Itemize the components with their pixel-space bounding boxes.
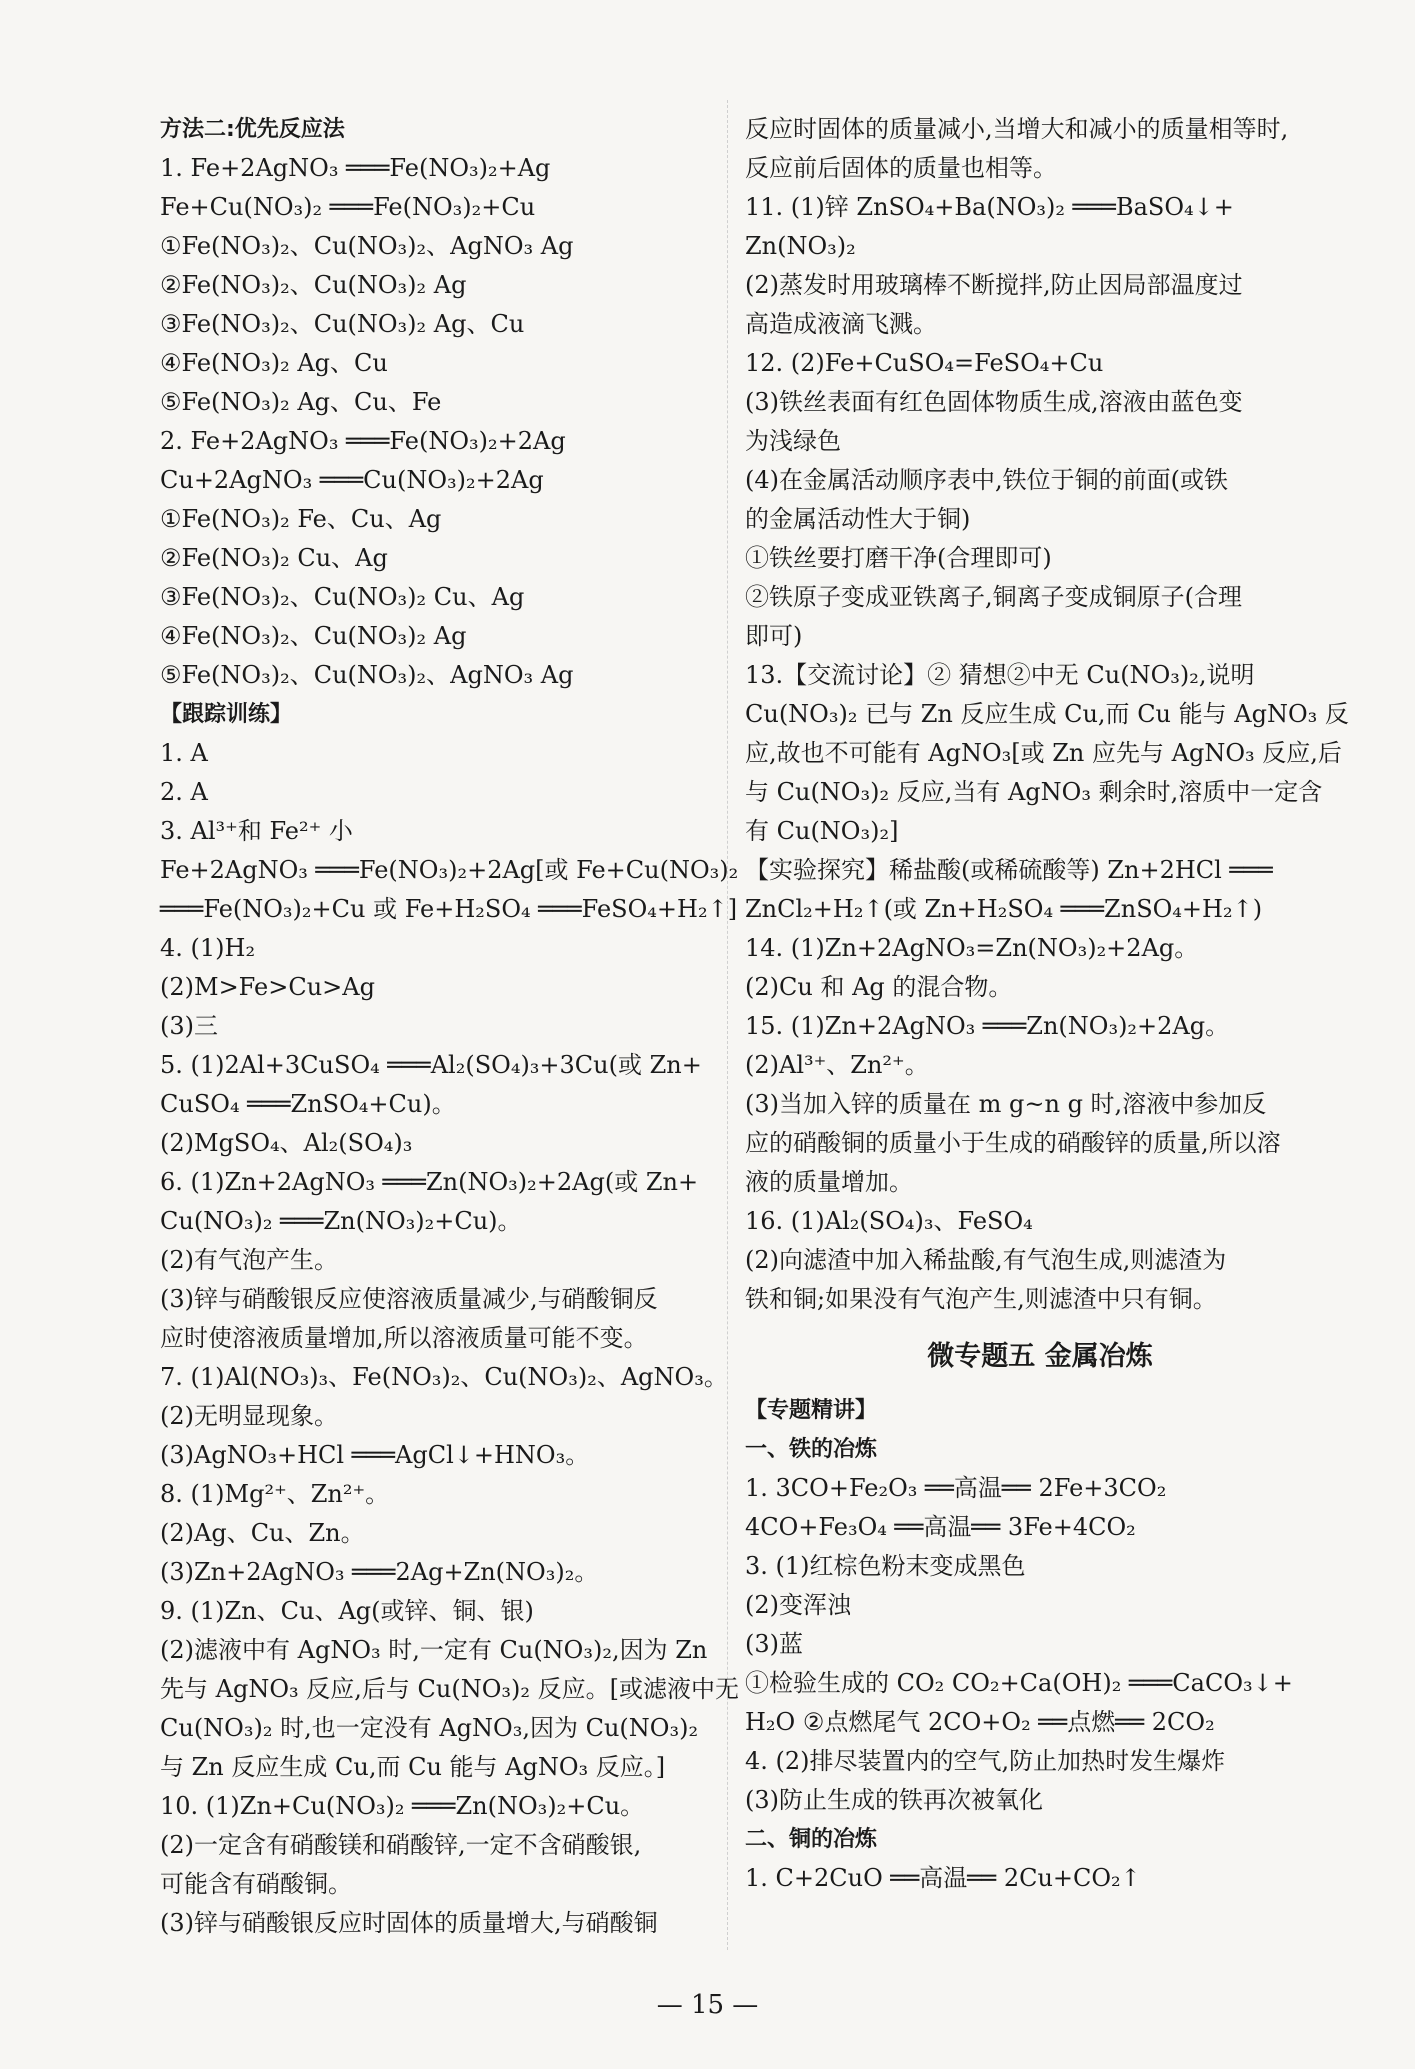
- text-line: H₂O ②点燃尾气 2CO+O₂ ══点燃══ 2CO₂: [745, 1708, 1215, 1736]
- text-line: (2)有气泡产生。: [160, 1246, 338, 1274]
- text-line: ═══Fe(NO₃)₂+Cu 或 Fe+H₂SO₄ ═══FeSO₄+H₂↑]: [160, 895, 738, 923]
- text-line: ③Fe(NO₃)₂、Cu(NO₃)₂ Cu、Ag: [160, 583, 525, 611]
- text-line: 2. Fe+2AgNO₃ ═══Fe(NO₃)₂+2Ag: [160, 427, 566, 455]
- text-line: (3)锌与硝酸银反应时固体的质量增大,与硝酸铜: [160, 1909, 658, 1937]
- text-line: ②铁原子变成亚铁离子,铜离子变成铜原子(合理: [745, 583, 1242, 611]
- text-line: (3)三: [160, 1012, 218, 1040]
- text-line: 5. (1)2Al+3CuSO₄ ═══Al₂(SO₄)₃+3Cu(或 Zn+: [160, 1051, 702, 1079]
- text-line: 可能含有硝酸铜。: [160, 1870, 352, 1898]
- text-line: 铁和铜;如果没有气泡产生,则滤渣中只有铜。: [745, 1285, 1217, 1313]
- text-line: 2. A: [160, 778, 208, 806]
- text-line: ①Fe(NO₃)₂、Cu(NO₃)₂、AgNO₃ Ag: [160, 232, 574, 260]
- text-line: 应时使溶液质量增加,所以溶液质量可能不变。: [160, 1324, 648, 1352]
- text-line: 9. (1)Zn、Cu、Ag(或锌、铜、银): [160, 1597, 534, 1625]
- text-line: ①检验生成的 CO₂ CO₂+Ca(OH)₂ ═══CaCO₃↓+: [745, 1669, 1293, 1697]
- text-line: (2)MgSO₄、Al₂(SO₄)₃: [160, 1129, 413, 1157]
- text-line: (2)一定含有硝酸镁和硝酸锌,一定不含硝酸银,: [160, 1831, 642, 1859]
- text-line: 高造成液滴飞溅。: [745, 310, 937, 338]
- text-line: ⑤Fe(NO₃)₂ Ag、Cu、Fe: [160, 388, 442, 416]
- text-line: ②Fe(NO₃)₂、Cu(NO₃)₂ Ag: [160, 271, 467, 299]
- text-line: 先与 AgNO₃ 反应,后与 Cu(NO₃)₂ 反应。[或滤液中无: [160, 1675, 739, 1703]
- text-line: 13.【交流讨论】② 猜想②中无 Cu(NO₃)₂,说明: [745, 661, 1255, 689]
- text-line: (3)锌与硝酸银反应使溶液质量减少,与硝酸铜反: [160, 1285, 658, 1313]
- text-line: Cu(NO₃)₂ ═══Zn(NO₃)₂+Cu)。: [160, 1207, 522, 1235]
- text-line: 3. Al³⁺和 Fe²⁺ 小: [160, 817, 353, 845]
- text-line: (3)铁丝表面有红色固体物质生成,溶液由蓝色变: [745, 388, 1243, 416]
- text-line: 4. (2)排尽装置内的空气,防止加热时发生爆炸: [745, 1747, 1226, 1775]
- text-line: (2)无明显现象。: [160, 1402, 338, 1430]
- text-line: ZnCl₂+H₂↑(或 Zn+H₂SO₄ ═══ZnSO₄+H₂↑): [745, 895, 1263, 923]
- text-line: (2)蒸发时用玻璃棒不断搅拌,防止因局部温度过: [745, 271, 1243, 299]
- text-line: 与 Cu(NO₃)₂ 反应,当有 AgNO₃ 剩余时,溶质中一定含: [745, 778, 1323, 806]
- section-heading: 【跟踪训练】: [160, 702, 293, 727]
- right-column: [745, 110, 1349, 1898]
- section-heading: 一、铁的冶炼: [745, 1437, 878, 1462]
- text-line: 应,故也不可能有 AgNO₃[或 Zn 应先与 AgNO₃ 反应,后: [745, 739, 1342, 767]
- text-line: Cu(NO₃)₂ 时,也一定没有 AgNO₃,因为 Cu(NO₃)₂: [160, 1714, 699, 1742]
- text-line: (2)向滤渣中加入稀盐酸,有气泡生成,则滤渣为: [745, 1246, 1227, 1274]
- text-line: 【实验探究】稀盐酸(或稀硫酸等) Zn+2HCl ═══: [745, 856, 1273, 884]
- text-line: ①铁丝要打磨干净(合理即可): [745, 544, 1052, 572]
- text-line: Fe+Cu(NO₃)₂ ═══Fe(NO₃)₂+Cu: [160, 193, 536, 221]
- text-line: (2)滤液中有 AgNO₃ 时,一定有 Cu(NO₃)₂,因为 Zn: [160, 1636, 708, 1664]
- text-line: (3)Zn+2AgNO₃ ═══2Ag+Zn(NO₃)₂。: [160, 1558, 599, 1586]
- text-line: 8. (1)Mg²⁺、Zn²⁺。: [160, 1480, 390, 1508]
- text-line: 为浅绿色: [745, 427, 841, 455]
- text-line: 反应时固体的质量减小,当增大和减小的质量相等时,: [745, 115, 1289, 143]
- text-line: 4CO+Fe₃O₄ ══高温══ 3Fe+4CO₂: [745, 1513, 1136, 1541]
- text-line: Fe+2AgNO₃ ═══Fe(NO₃)₂+2Ag[或 Fe+Cu(NO₃)₂: [160, 856, 739, 884]
- text-line: (3)蓝: [745, 1630, 803, 1658]
- section-heading: 方法二:优先反应法: [160, 117, 345, 142]
- page-number: — 15 —: [656, 1990, 759, 2020]
- text-line: (3)AgNO₃+HCl ═══AgCl↓+HNO₃。: [160, 1441, 590, 1469]
- text-line: 即可): [745, 622, 803, 650]
- text-line: (2)Cu 和 Ag 的混合物。: [745, 973, 1013, 1001]
- text-line: 1. A: [160, 739, 208, 767]
- text-line: 1. 3CO+Fe₂O₃ ══高温══ 2Fe+3CO₂: [745, 1474, 1167, 1502]
- text-line: Cu+2AgNO₃ ═══Cu(NO₃)₂+2Ag: [160, 466, 544, 494]
- text-line: CuSO₄ ═══ZnSO₄+Cu)。: [160, 1090, 456, 1118]
- text-line: (3)防止生成的铁再次被氧化: [745, 1786, 1043, 1814]
- text-line: 与 Zn 反应生成 Cu,而 Cu 能与 AgNO₃ 反应。]: [160, 1753, 666, 1781]
- text-line: 3. (1)红棕色粉末变成黑色: [745, 1552, 1026, 1580]
- text-line: 反应前后固体的质量也相等。: [745, 154, 1057, 182]
- text-line: ③Fe(NO₃)₂、Cu(NO₃)₂ Ag、Cu: [160, 310, 525, 338]
- text-line: (4)在金属活动顺序表中,铁位于铜的前面(或铁: [745, 466, 1228, 494]
- topic-title: 微专题五 金属冶炼: [927, 1341, 1153, 1372]
- text-line: 10. (1)Zn+Cu(NO₃)₂ ═══Zn(NO₃)₂+Cu。: [160, 1792, 645, 1820]
- text-line: ④Fe(NO₃)₂、Cu(NO₃)₂ Ag: [160, 622, 467, 650]
- column-divider: [727, 100, 728, 1950]
- text-line: 11. (1)锌 ZnSO₄+Ba(NO₃)₂ ═══BaSO₄↓+: [745, 193, 1234, 221]
- text-line: 15. (1)Zn+2AgNO₃ ═══Zn(NO₃)₂+2Ag。: [745, 1012, 1230, 1040]
- text-line: 14. (1)Zn+2AgNO₃=Zn(NO₃)₂+2Ag。: [745, 934, 1199, 962]
- text-line: 7. (1)Al(NO₃)₃、Fe(NO₃)₂、Cu(NO₃)₂、AgNO₃。: [160, 1363, 728, 1391]
- text-line: 16. (1)Al₂(SO₄)₃、FeSO₄: [745, 1207, 1033, 1235]
- text-line: 1. Fe+2AgNO₃ ═══Fe(NO₃)₂+Ag: [160, 154, 551, 182]
- section-heading: 【专题精讲】: [745, 1398, 878, 1423]
- text-line: (2)Ag、Cu、Zn。: [160, 1519, 365, 1547]
- text-line: 1. C+2CuO ══高温══ 2Cu+CO₂↑: [745, 1864, 1141, 1892]
- text-line: 6. (1)Zn+2AgNO₃ ═══Zn(NO₃)₂+2Ag(或 Zn+: [160, 1168, 699, 1196]
- text-line: (2)变浑浊: [745, 1591, 851, 1619]
- text-line: 4. (1)H₂: [160, 934, 256, 962]
- text-line: (2)M>Fe>Cu>Ag: [160, 973, 375, 1001]
- text-line: 有 Cu(NO₃)₂]: [745, 817, 899, 845]
- text-line: Cu(NO₃)₂ 已与 Zn 反应生成 Cu,而 Cu 能与 AgNO₃ 反: [745, 700, 1349, 728]
- text-line: ①Fe(NO₃)₂ Fe、Cu、Ag: [160, 505, 442, 533]
- text-line: (3)当加入锌的质量在 m g~n g 时,溶液中参加反: [745, 1090, 1267, 1118]
- text-line: 的金属活动性大于铜): [745, 505, 971, 533]
- text-line: 液的质量增加。: [745, 1168, 913, 1196]
- text-line: ⑤Fe(NO₃)₂、Cu(NO₃)₂、AgNO₃ Ag: [160, 661, 574, 689]
- section-heading: 二、铜的冶炼: [745, 1827, 878, 1852]
- left-column: [160, 110, 739, 1943]
- text-line: ④Fe(NO₃)₂ Ag、Cu: [160, 349, 388, 377]
- text-line: Zn(NO₃)₂: [745, 232, 856, 260]
- text-line: ②Fe(NO₃)₂ Cu、Ag: [160, 544, 388, 572]
- text-line: 12. (2)Fe+CuSO₄=FeSO₄+Cu: [745, 349, 1104, 377]
- text-line: (2)Al³⁺、Zn²⁺。: [745, 1051, 929, 1079]
- text-line: 应的硝酸铜的质量小于生成的硝酸锌的质量,所以溶: [745, 1129, 1281, 1157]
